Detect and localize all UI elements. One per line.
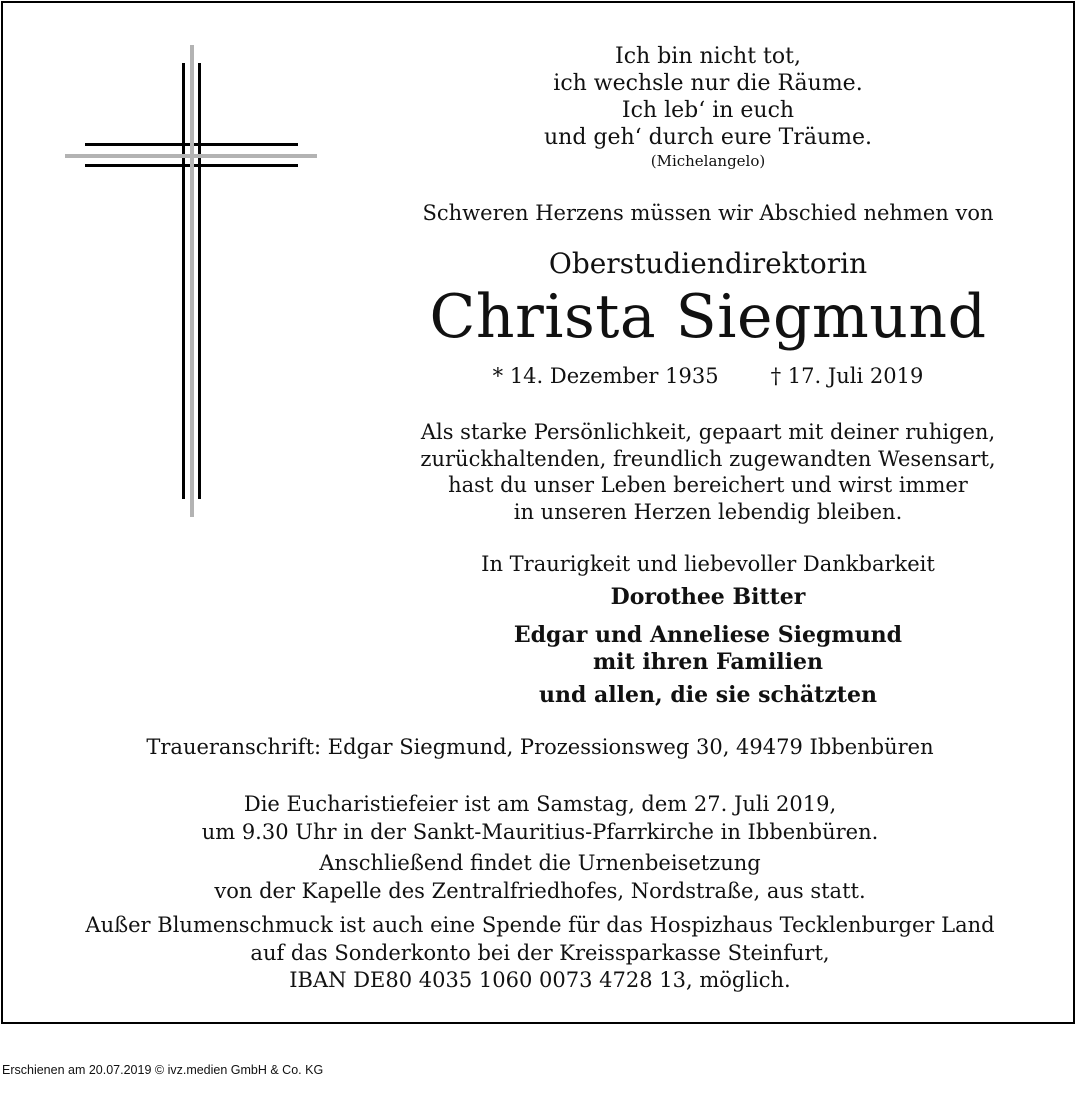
service-line: um 9.30 Uhr in der Sankt-Mauritius-Pfarrkirche in Ibbenbüren. [201,819,879,844]
mourner-name: Dorothee Bitter [610,584,806,610]
mourner-names [408,622,1008,676]
mourner-others: und allen, die sie schätzten [539,682,877,708]
thanks-line: In Traurigkeit und liebevoller Dankbarkeit [481,552,935,576]
donation-info [40,912,1040,995]
life-dates [458,366,958,387]
service-info [40,791,1040,846]
birth-date: * 14. Dezember 1935 [492,364,719,388]
service-line: auf das Sonderkonto bei der Kreissparkasse Steinfurt, [250,940,830,965]
service-line: Anschließend findet die Urnenbeisetzung [319,851,761,875]
mourner-name: Edgar und Anneliese Siegmund [513,622,903,648]
obituary-notice [1,1,1075,1024]
mourner-families: mit ihren Familien [592,649,824,675]
cross-icon [65,45,319,517]
death-date: † 17. Juli 2019 [770,364,924,388]
deceased-name: Christa Siegmund [429,282,987,352]
tribute-line: Als starke Persönlichkeit, gepaart mit deiner ruhigen, [420,420,996,444]
service-line: Außer Blumenschmuck ist auch eine Spende für das Hospizhaus Tecklenburger Land [85,913,995,937]
burial-info [40,850,1040,905]
poem-line: und geh‘ durch eure Träume. [544,125,872,150]
poem-line: Ich bin nicht tot, [615,44,801,69]
intro-text: Schweren Herzens müssen wir Abschied nehmen von [422,201,994,225]
service-line: IBAN DE80 4035 1060 0073 4728 13, möglich. [289,968,791,992]
tribute-line: zurückhaltenden, freundlich zugewandten Wesensart, [420,446,996,471]
tribute-line: hast du unser Leben bereichert und wirst immer [448,473,968,497]
poem-line: Ich leb‘ in euch [621,98,795,123]
publication-footer: Erschienen am 20.07.2019 © ivz.medien GmbH & Co. KG [2,1063,324,1077]
poem [458,43,958,151]
deceased-title: Oberstudiendirektorin [548,247,868,280]
mourning-address: Traueranschrift: Edgar Siegmund, Prozessionsweg 30, 49479 Ibbenbüren [146,735,934,759]
service-line: von der Kapelle des Zentralfriedhofes, Nordstraße, aus statt. [214,878,866,903]
tribute-line: in unseren Herzen lebendig bleiben. [513,499,903,524]
service-line: Die Eucharistiefeier ist am Samstag, dem 27. Juli 2019, [243,792,837,816]
tribute-text [388,419,1028,525]
poem-author: (Michelangelo) [650,152,766,170]
poem-line: ich wechsle nur die Räume. [553,71,863,96]
